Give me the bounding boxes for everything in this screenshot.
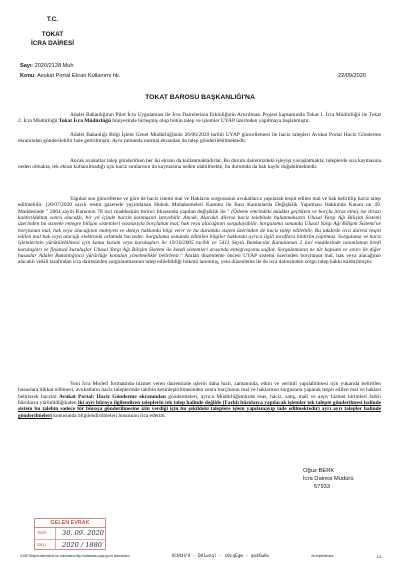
paragraph-4-text: Yapılan son güncelleme ve göre de haciz istemi mal ve Hakların sorgusunun avukatlarca yapılarak tespit edilen mal ve hak belirtilip haciz talep edilmelidir. (28/07/2020 sayılı resmi gazetede yayımlanan Hukuk Muhakemeleri Kanunu ile Bazı Kanunlarda Değişiklik Yapılması Hakkında Kanun un 49. Maddesinde " 2004 sayılı Kanunun 78 inci maddesinin birinci fıkrasında yapılan değişiklik ile " xyxy=(18,196,381,215)
signature-block xyxy=(303,467,354,492)
recipient-title: TOKAT BAROSU BAŞKANLIĞI'NA xyxy=(145,94,255,101)
page-number: 1/1 xyxy=(376,554,382,559)
paragraph-5 xyxy=(18,381,381,419)
reference-number xyxy=(20,63,74,69)
stamp-number-row xyxy=(35,540,105,551)
stamp-number-value: 2020 / 1880 xyxy=(62,540,102,549)
stamp-date-value: 30. 09. 2020 xyxy=(62,529,104,538)
footer-left-text: UYAP Bilişim sisteminde bu dokümana http://vatandas.uyap.gov.tr adresinden xyxy=(20,554,130,558)
signer-number: 57933 xyxy=(314,484,331,491)
incoming-document-stamp xyxy=(34,518,106,550)
paragraph-1-bold: Tokat İcra Müdürlüğü xyxy=(58,118,111,125)
paragraph-5-bold: Avukat Portal: Haciz Gönderme ekranından xyxy=(59,393,166,400)
header-tc: T.C. xyxy=(46,16,59,23)
paragraph-1-text: Adalet Bakanlığının Pilot İcra Uygulaması ile İcra Dairelerinin Etkinliğinin Artırılması Projesi kapsamında Tokat 1. İcra Müdürlüğü ile Tokat 2. İcra Müdürlüğü xyxy=(18,112,381,125)
subject-line xyxy=(20,73,120,79)
paragraph-2 xyxy=(18,132,381,145)
reference-label: Sayı xyxy=(20,63,32,69)
paragraph-2-text: Adalet Bakanlığı Bilgi İşlem Genel Müdürlüğünün 26/06/2020 tarihli UYAP güncellemesi ile haciz talepleri Avukat Portal Haciz Gönderme ekranından gönderilebilir hale getirilmiştir. Aynı zamanda normal ekrandan da talep gönderilebilmektedir. xyxy=(18,132,381,145)
stamp-date-row xyxy=(35,528,105,540)
stamp-number-label: Sayı xyxy=(35,540,56,551)
subject-value: : Avukat Portal Ekran Kullanımı hk. xyxy=(34,73,121,79)
signer-role: İcra Dairesi Müdürü xyxy=(303,476,354,483)
paragraph-5-end: konusunda bilgilendirilmeleri hususunu rica ederim. xyxy=(53,412,166,419)
paragraph-1 xyxy=(18,112,381,125)
paragraph-4-quote-1: (Ödeme emrindeki müddet geçtikten ve borçlu itiraz etmiş ise itirazı kaldırıldıktan sonra alacaklı, bir yıl içinde haczin konmasını isteyebilir. Ancak, Alacaklı dilerse haciz talebinde bulunmaksızın Ulusal Yargı Ağı Bilişim Sistemi üzerinden bu sisteme entegre bilişim sistemleri vasıtasıyla borçlunun mal, hak veya alacağının sorgulayabilir. xyxy=(18,208,381,228)
document-date: 22/09/2020 xyxy=(338,73,366,79)
footer-right-text: ile erişebilirsiniz. xyxy=(311,554,335,558)
stamp-title: GELEN EVRAK xyxy=(35,519,105,528)
reference-value: : 2020/2128 Muh xyxy=(31,63,74,69)
paragraph-3 xyxy=(18,158,381,171)
paragraph-5-text: Yeni İcra Modeli formatında hizmet veren dairemizde işlerin daha hızlı, zamanında, etkin ve verimli yapılabilmesi için yukarıda belirtilen hususlara dikkat edilmesi, avukatların haciz taleplerinde takibin kesinleştirilmesinden sonra borçlunun mal ve haklarının sorgusunu yaparak tespit edilen mal ve hakları belirterek haczini xyxy=(18,381,381,400)
stamp-date-label: Tarih xyxy=(35,528,56,539)
paragraph-1-end: bünyesinde birleşmiş olup bütün talep ve işlemler UYAP üzerinden yapılmaya başlanmıştır. xyxy=(112,118,310,125)
verification-code: XCHtH/V - DA1wzql - s0cqEgm - qo4Gw8= xyxy=(171,554,270,559)
paragraph-4 xyxy=(18,196,381,266)
footer xyxy=(20,554,382,559)
header-city: TOKAT xyxy=(41,31,64,38)
paragraph-3-text: Ancak avukatlar talep gönderirken her iki ekranı da kullanmaktadırlar. Bu durum dairemizdeki işleyişi yavaşlatmakta, taleplerde sıra kaymasına neden olmakta, tek ekran kullanılmadığı için haciz sıralarının da kaymasına neden olabilmekte, bu durumda da hak kaybı doğabilmektedir. xyxy=(18,158,381,171)
paragraph-5-emphasis: iki ayrı büroya ilgilendiren taleplerin tek talep halinde değilde (Farklı bürolarca yapılacak işlemler tek talepte gönderilmesi halinde sistem bu talebin sadece bir büroya gönderilmesine izin verdiği için bu şekildeki taleplere işlem yapılamayıp iade edilmektedir) ayrı ayrı talepler halinde gönderilmeleri xyxy=(18,400,381,419)
paragraph-4-quote-2: Sorgulama sonunda Ulusal Yargı Ağı Bilişim Sistemi'ne borçlunun mal, hak veya alacağının mahiyeti ve detayı hakkında bilgi verir ve bu durumda sistem üzerinden de haciz talep edilebilir. Bu takdirde icra dairesi tespit edilen mal hak veya alacağı elektronik ortamda haczeder. Sorgulama sonunda edinilen bilgiler hakkında ayrıca ilgili taraflara bildirim yapılmaz. Sorgulama ve haciz işlemlerinin yürütülebilmesi için kamu kurum veya kuruluşları ile 19/10/2005 tarihli ve 5411 Sayılı Bankacılık Kanununun 2 inci maddesinde tanımlanan kredi kuruluşları ve finansal kuruluşlar Ulusal Yargı Ağı Bilişim Sistemi ile kendi sistemleri arasında entegrasyonu sağlar. Sorgulamanın ne tür kapsam ve sınırı ile diğer hususlar Adalet Bakanlığınca yürürlüğe konulan yönetmelikle belirlenir." xyxy=(18,221,381,260)
header-office: İCRA DAİRESİ xyxy=(30,40,75,47)
signer-name: Oğuz BERK xyxy=(303,468,335,474)
paragraph-4-end: Anılan düzenleme öncesi UYAP sistemi üzerinden borçlunun mal, hak veya alacağının alacaklı vekili tarafından icra dairesinden sorgulanmasının talep edilebildiği hükmü tanınmış, yeni düzenleme ile de icra dairesinden sorgu talep hakkı kaldırılmıştır. xyxy=(18,253,381,266)
paragraph-5-middle: göndermeleri, ayrıca Müdürlüğümüzde esas, haciz, satış, mali ve arşiv hizmet birimleri farklı bürolarca yürütüldüğünden xyxy=(18,393,381,407)
subject-label: Konu xyxy=(20,73,35,79)
